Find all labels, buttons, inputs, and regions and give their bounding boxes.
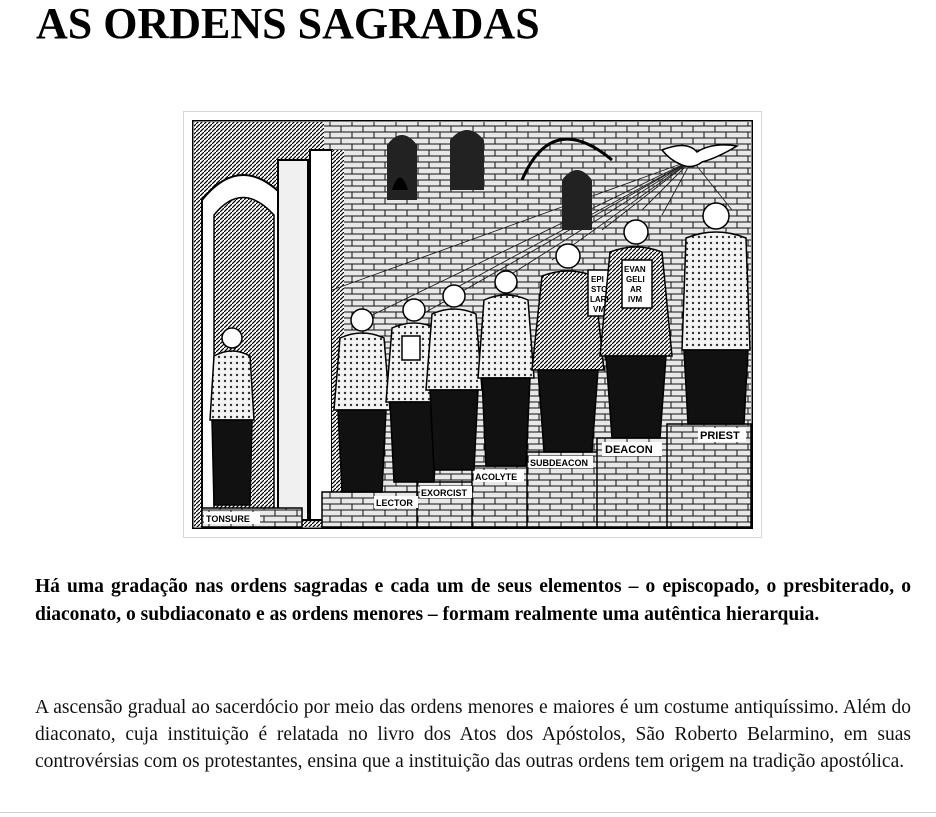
step-label-tonsure: TONSURE xyxy=(206,514,250,524)
book-text-line-3: AR xyxy=(630,285,642,294)
step-label-exorcist: EXORCIST xyxy=(421,488,468,498)
lead-paragraph: Há uma gradação nas ordens sagradas e cada um de seus elementos – o episcopado, o presbiterado, o diaconato, o subdiaconato e as ordens menores – formam realmente uma autêntica hierarquia. xyxy=(35,576,911,625)
step-label-acolyte: ACOLYTE xyxy=(475,472,518,482)
illustration-drawing xyxy=(192,120,753,529)
step-label-deacon: DEACON xyxy=(605,444,653,456)
ordination-illustration xyxy=(183,111,762,538)
scroll-text-line-3: LARI xyxy=(590,295,609,304)
scroll-text-line-2: STO xyxy=(591,285,608,294)
book-text-line-1: EVAN xyxy=(624,265,646,274)
scroll-text-line-1: EPI xyxy=(591,275,604,284)
step-label-priest: PRIEST xyxy=(700,430,740,442)
scroll-text-line-4: VM xyxy=(593,305,605,314)
step-label-subdeacon: SUBDEACON xyxy=(530,458,589,468)
book-text-line-2: GELI xyxy=(626,275,645,284)
step-label-lector: LECTOR xyxy=(376,498,413,508)
divider xyxy=(0,812,936,813)
body-paragraph: A ascensão gradual ao sacerdócio por meio das ordens menores e maiores é um costume antiquíssimo. Além do diaconato, cuja instituição é relatada no livro dos Atos dos Apóstolos, São Roberto Belarmino, em suas controvérsias com os protestantes, ensina que a instituição das outras ordens tem origem na tradição apostólica. xyxy=(35,697,911,772)
page-title: AS ORDENS SAGRADAS xyxy=(36,0,540,48)
book-text-line-4: IVM xyxy=(628,295,643,304)
